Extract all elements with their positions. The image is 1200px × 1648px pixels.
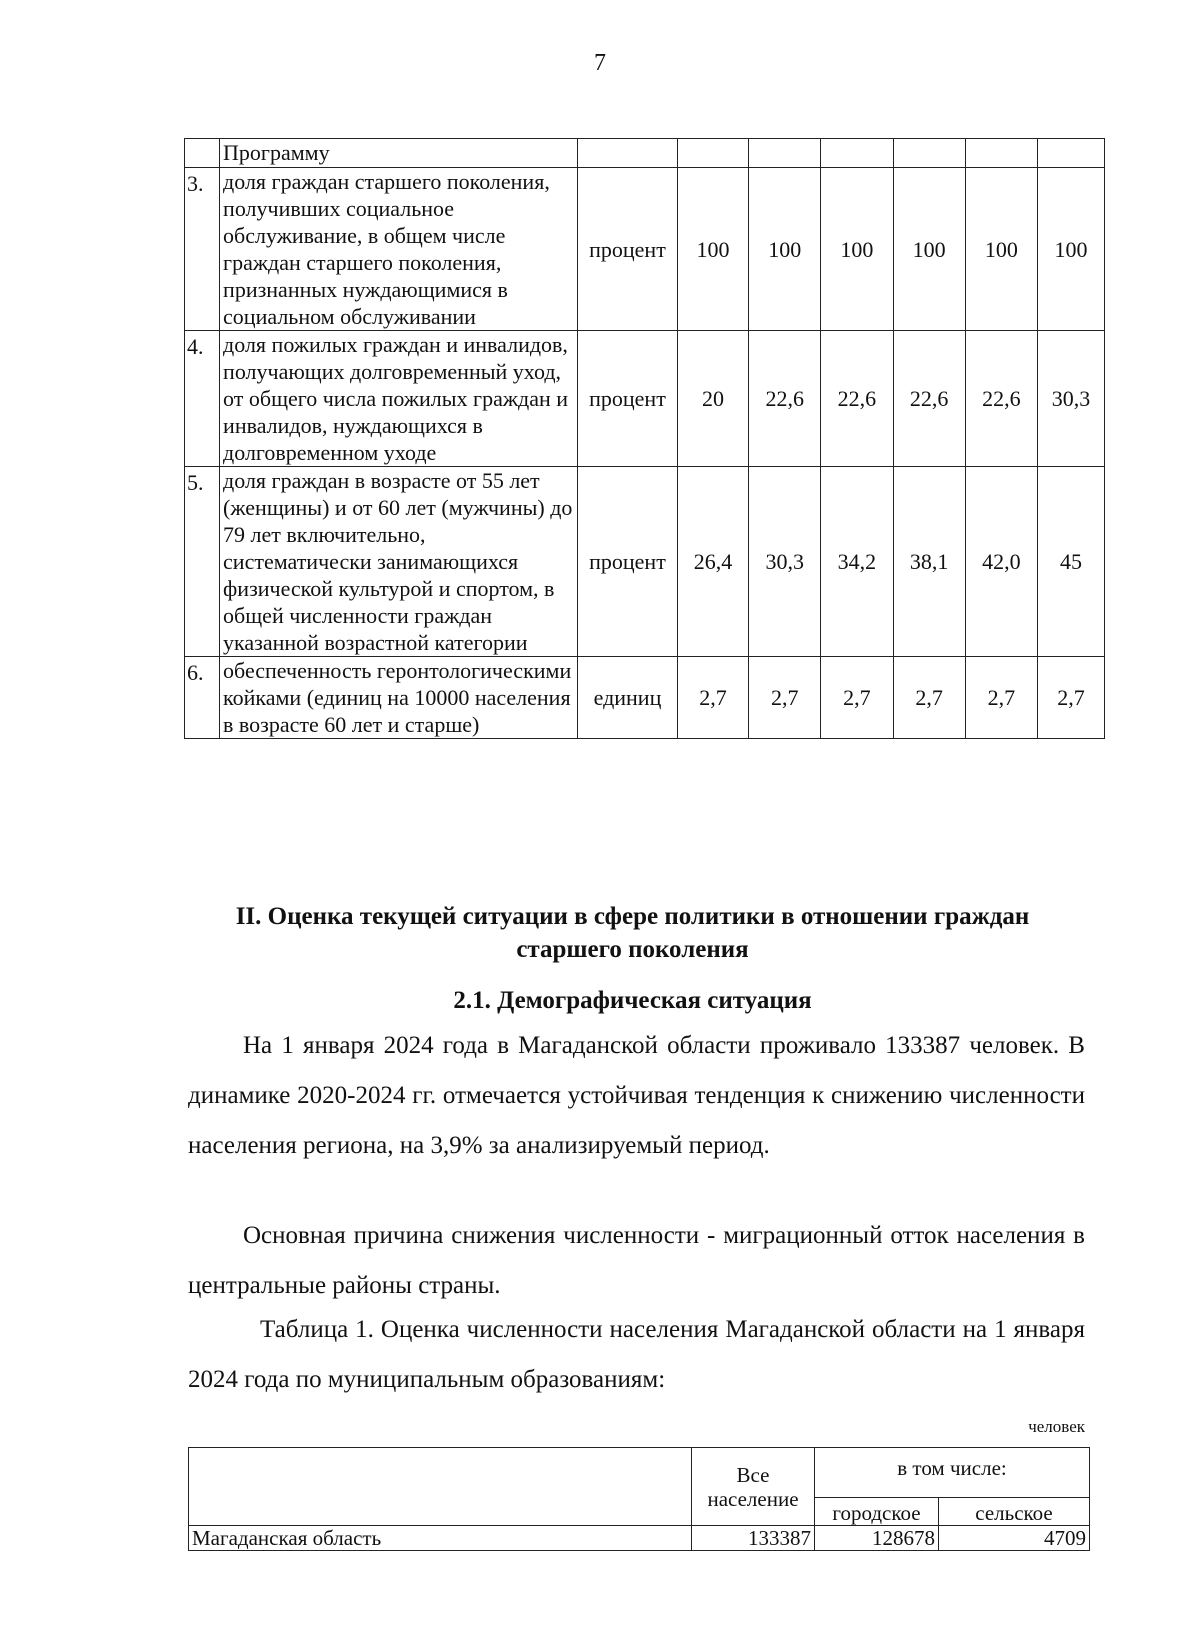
indicator-value: 2,7 [893, 657, 965, 739]
indicator-value: 2,7 [749, 657, 821, 739]
header-total: Все население [692, 1448, 815, 1526]
indicator-value: 26,4 [677, 467, 748, 657]
table-row [185, 168, 1105, 331]
table-row [185, 467, 1105, 657]
urban-value: 128678 [815, 1526, 939, 1551]
table-row [185, 657, 1105, 739]
indicator-value: 34,2 [821, 467, 893, 657]
indicator-unit [578, 139, 678, 168]
row-number: 5. [185, 467, 220, 657]
subsection-heading: 2.1. Демографическая ситуация [453, 987, 812, 1014]
indicator-unit: процент [578, 168, 678, 331]
page-number: 7 [594, 50, 606, 76]
indicator-value: 30,3 [749, 467, 821, 657]
indicators-table [184, 138, 1105, 739]
row-number: 6. [185, 657, 220, 739]
indicator-name: доля пожилых граждан и инвалидов, получающих долговременный уход, от общего числа пожилых граждан и инвалидов, нуждающихся в долговременном уходе [220, 331, 578, 467]
indicator-name: доля граждан в возрасте от 55 лет (женщины) и от 60 лет (мужчины) до 79 лет включительно, систематически занимающихся физической культурой и спортом, в общей численности граждан указанной возрастной категории [220, 467, 578, 657]
indicator-value: 38,1 [893, 467, 965, 657]
indicator-name: Программу [220, 139, 578, 168]
table-row [189, 1526, 1090, 1551]
indicator-value: 42,0 [965, 467, 1037, 657]
indicator-value: 100 [893, 168, 965, 331]
units-note: человек [1028, 1417, 1085, 1436]
indicator-value: 20 [677, 331, 748, 467]
header-empty-cell [189, 1448, 692, 1526]
indicator-value: 45 [1038, 467, 1105, 657]
indicator-unit: процент [578, 467, 678, 657]
indicator-value [965, 139, 1037, 168]
indicator-value: 2,7 [965, 657, 1037, 739]
table-row [185, 331, 1105, 467]
indicator-value: 22,6 [965, 331, 1037, 467]
indicator-value: 2,7 [1038, 657, 1105, 739]
indicator-value: 100 [1038, 168, 1105, 331]
indicator-value: 100 [677, 168, 748, 331]
indicator-value [821, 139, 893, 168]
paragraph-population: На 1 января 2024 года в Магаданской области проживало 133387 человек. В динамике 2020-2024 гг. отмечается устойчивая тенденция к снижению численности населения региона, на 3,9% за анализируемый период. [188, 1032, 1085, 1159]
section-heading: II. Оценка текущей ситуации в сфере политики в отношении граждан старшего поколения [235, 903, 1030, 963]
indicator-name: доля граждан старшего поколения, получивших социальное обслуживание, в общем числе граждан старшего поколения, признанных нуждающимися в социальном обслуживании [220, 168, 578, 331]
row-number [185, 139, 220, 168]
total-value: 133387 [692, 1526, 815, 1551]
header-row [189, 1448, 1090, 1498]
indicator-value [677, 139, 748, 168]
indicator-value: 22,6 [893, 331, 965, 467]
indicator-value: 100 [821, 168, 893, 331]
row-number: 4. [185, 331, 220, 467]
table-row [185, 139, 1105, 168]
indicator-value [749, 139, 821, 168]
indicator-value: 22,6 [821, 331, 893, 467]
header-rural: сельское [939, 1498, 1090, 1526]
paragraph-migration: Основная причина снижения численности - миграционный отток населения в центральные районы страны. [188, 1222, 1085, 1299]
indicator-value: 100 [749, 168, 821, 331]
indicator-unit: процент [578, 331, 678, 467]
indicator-value: 30,3 [1038, 331, 1105, 467]
indicator-value: 2,7 [821, 657, 893, 739]
header-including: в том числе: [815, 1448, 1090, 1498]
indicator-value: 2,7 [677, 657, 748, 739]
region-name: Магаданская область [189, 1526, 692, 1551]
header-urban: городское [815, 1498, 939, 1526]
indicator-value: 100 [965, 168, 1037, 331]
rural-value: 4709 [939, 1526, 1090, 1551]
row-number: 3. [185, 168, 220, 331]
indicator-name: обеспеченность геронтологическими койками (единиц на 10000 населения в возрасте 60 лет и старше) [220, 657, 578, 739]
table-caption: Таблица 1. Оценка численности населения Магаданской области на 1 января 2024 года по муниципальным образованиям: [188, 1316, 1085, 1393]
indicator-value [1038, 139, 1105, 168]
indicator-value [893, 139, 965, 168]
indicator-unit: единиц [578, 657, 678, 739]
population-table [188, 1447, 1090, 1551]
indicator-value: 22,6 [749, 331, 821, 467]
